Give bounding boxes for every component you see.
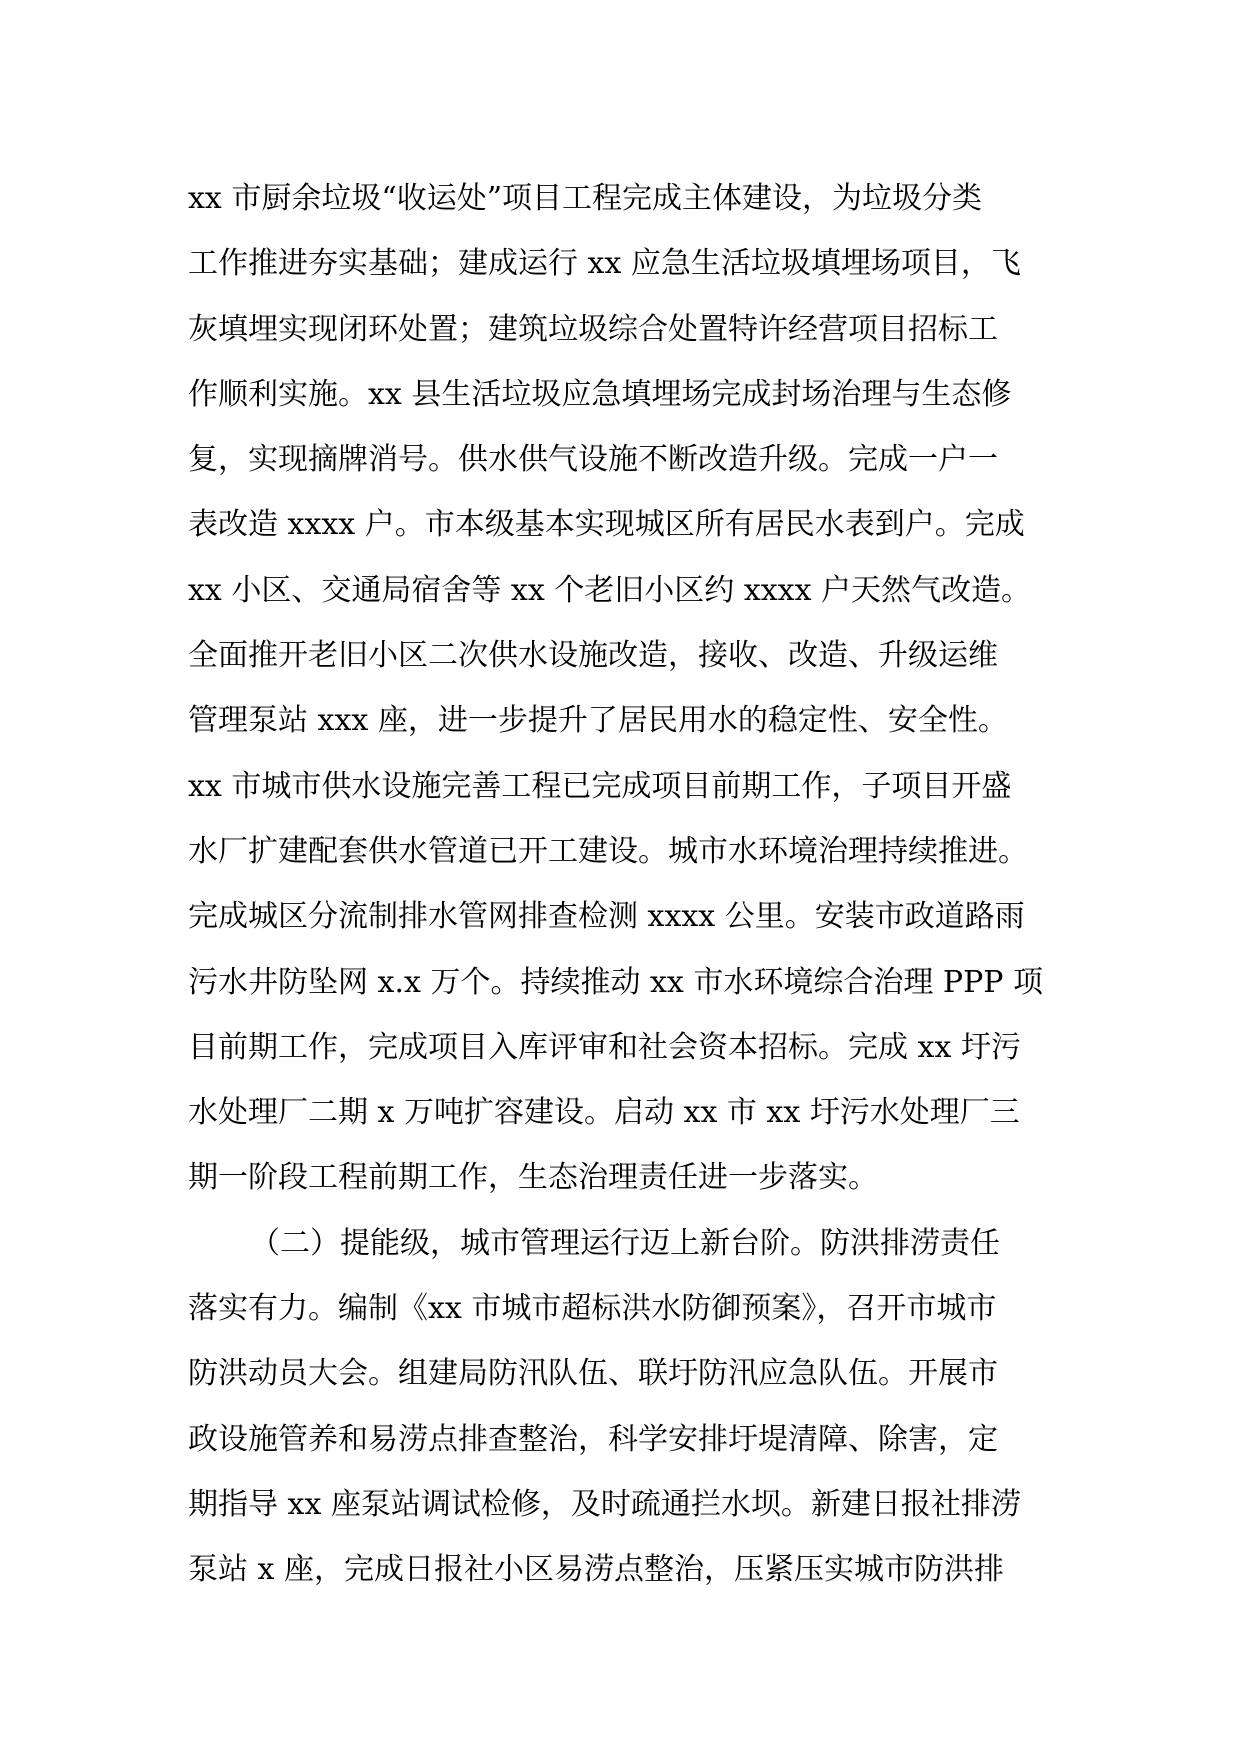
text-line: 政设施管养和易涝点排查整治，科学安排圩堤清障、除害，定 [188,1421,998,1457]
text-line: 泵站 x 座，完成日报社小区易涝点整治，压紧压实城市防洪排 [188,1552,1004,1588]
section-heading-line: （二）提能级，城市管理运行迈上新台阶。防洪排涝责任 [250,1225,1000,1261]
text-line: 落实有力。编制《xx 市城市超标洪水防御预案》，召开市城市 [188,1291,997,1327]
text-line: 水厂扩建配套供水管道已开工建设。城市水环境治理持续推进。 [188,833,1028,869]
text-line: 期一阶段工程前期工作，生态治理责任进一步落实。 [188,1160,878,1196]
body-text [188,166,1088,1603]
text-line: 复，实现摘牌消号。供水供气设施不断改造升级。完成一户一 [188,442,998,478]
text-line: 管理泵站 xxx 座，进一步提升了居民用水的稳定性、安全性。 [188,703,1008,739]
text-line: 全面推开老旧小区二次供水设施改造，接收、改造、升级运维 [188,638,998,674]
text-line: 表改造 xxxx 户。市本级基本实现城区所有居民水表到户。完成 [188,507,1025,543]
text-line: 污水井防坠网 x.x 万个。持续推动 xx 市水环境综合治理 PPP 项 [188,964,1043,1000]
text-line: xx 市城市供水设施完善工程已完成项目前期工作，子项目开盛 [188,768,1012,804]
text-line: 防洪动员大会。组建局防汛队伍、联圩防汛应急队伍。开展市 [188,1356,998,1392]
text-line: 灰填埋实现闭环处置；建筑垃圾综合处置特许经营项目招标工 [188,311,998,347]
text-line: xx 小区、交通局宿舍等 xx 个老旧小区约 xxxx 户天然气改造。 [188,572,1032,608]
text-line: 目前期工作，完成项目入库评审和社会资本招标。完成 xx 圩污 [188,1029,1021,1065]
text-line: 作顺利实施。xx 县生活垃圾应急填埋场完成封场治理与生态修 [188,376,1012,412]
text-line: 工作推进夯实基础；建成运行 xx 应急生活垃圾填埋场项目，飞 [188,246,1021,282]
text-line: 完成城区分流制排水管网排查检测 xxxx 公里。安装市政道路雨 [188,899,1025,935]
text-line: 期指导 xx 座泵站调试检修，及时疏通拦水坝。新建日报社排涝 [188,1486,1021,1522]
text-line: xx 市厨余垃圾“收运处”项目工程完成主体建设，为垃圾分类 [188,181,983,216]
text-line: 水处理厂二期 x 万吨扩容建设。启动 xx 市 xx 圩污水处理厂三 [188,1095,1020,1131]
